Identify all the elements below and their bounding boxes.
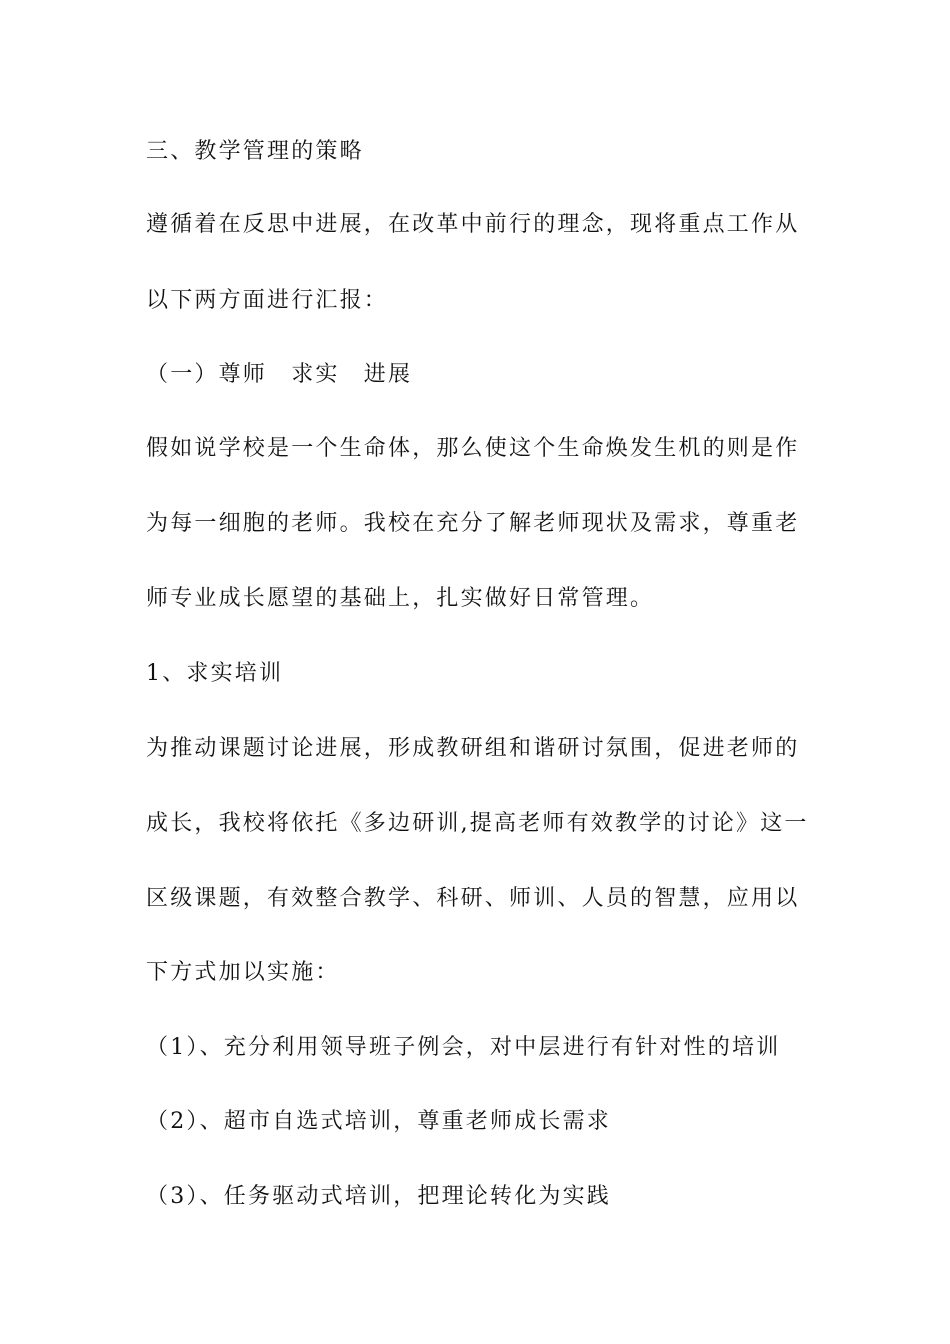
paragraph1-line-3: 师专业成长愿望的基础上，扎实做好日常管理。	[146, 586, 655, 611]
paragraph1-line-2: 为每一细胞的老师。我校在充分了解老师现状及需求，尊重老	[146, 511, 800, 536]
subsection-heading: （一）尊师 求实 进展	[146, 362, 413, 387]
list-item-1: （1）、充分利用领导班子例会，对中层进行有针对性的培训	[146, 1035, 781, 1060]
list-item-3: （3）、任务驱动式培训，把理论转化为实践	[146, 1184, 611, 1209]
section-heading: 三、教学管理的策略	[146, 139, 364, 164]
paragraph2-line-4: 下方式加以实施：	[146, 960, 340, 985]
list-item-2: （2）、超市自选式培训，尊重老师成长需求	[146, 1109, 611, 1134]
paragraph2-line-2: 成长，我校将依托《多边研训,提高老师有效教学的讨论》这一	[146, 811, 809, 836]
item-heading: 1、求实培训	[146, 661, 284, 686]
paragraph2-line-1: 为推动课题讨论进展，形成教研组和谐研讨氛围，促进老师的	[146, 736, 800, 761]
intro-line-2: 以下两方面进行汇报：	[146, 288, 389, 313]
paragraph2-line-3: 区级课题，有效整合教学、科研、师训、人员的智慧，应用以	[146, 886, 800, 911]
paragraph1-line-1: 假如说学校是一个生命体，那么使这个生命焕发生机的则是作	[146, 436, 800, 461]
intro-line-1: 遵循着在反思中进展，在改革中前行的理念，现将重点工作从	[146, 212, 800, 237]
